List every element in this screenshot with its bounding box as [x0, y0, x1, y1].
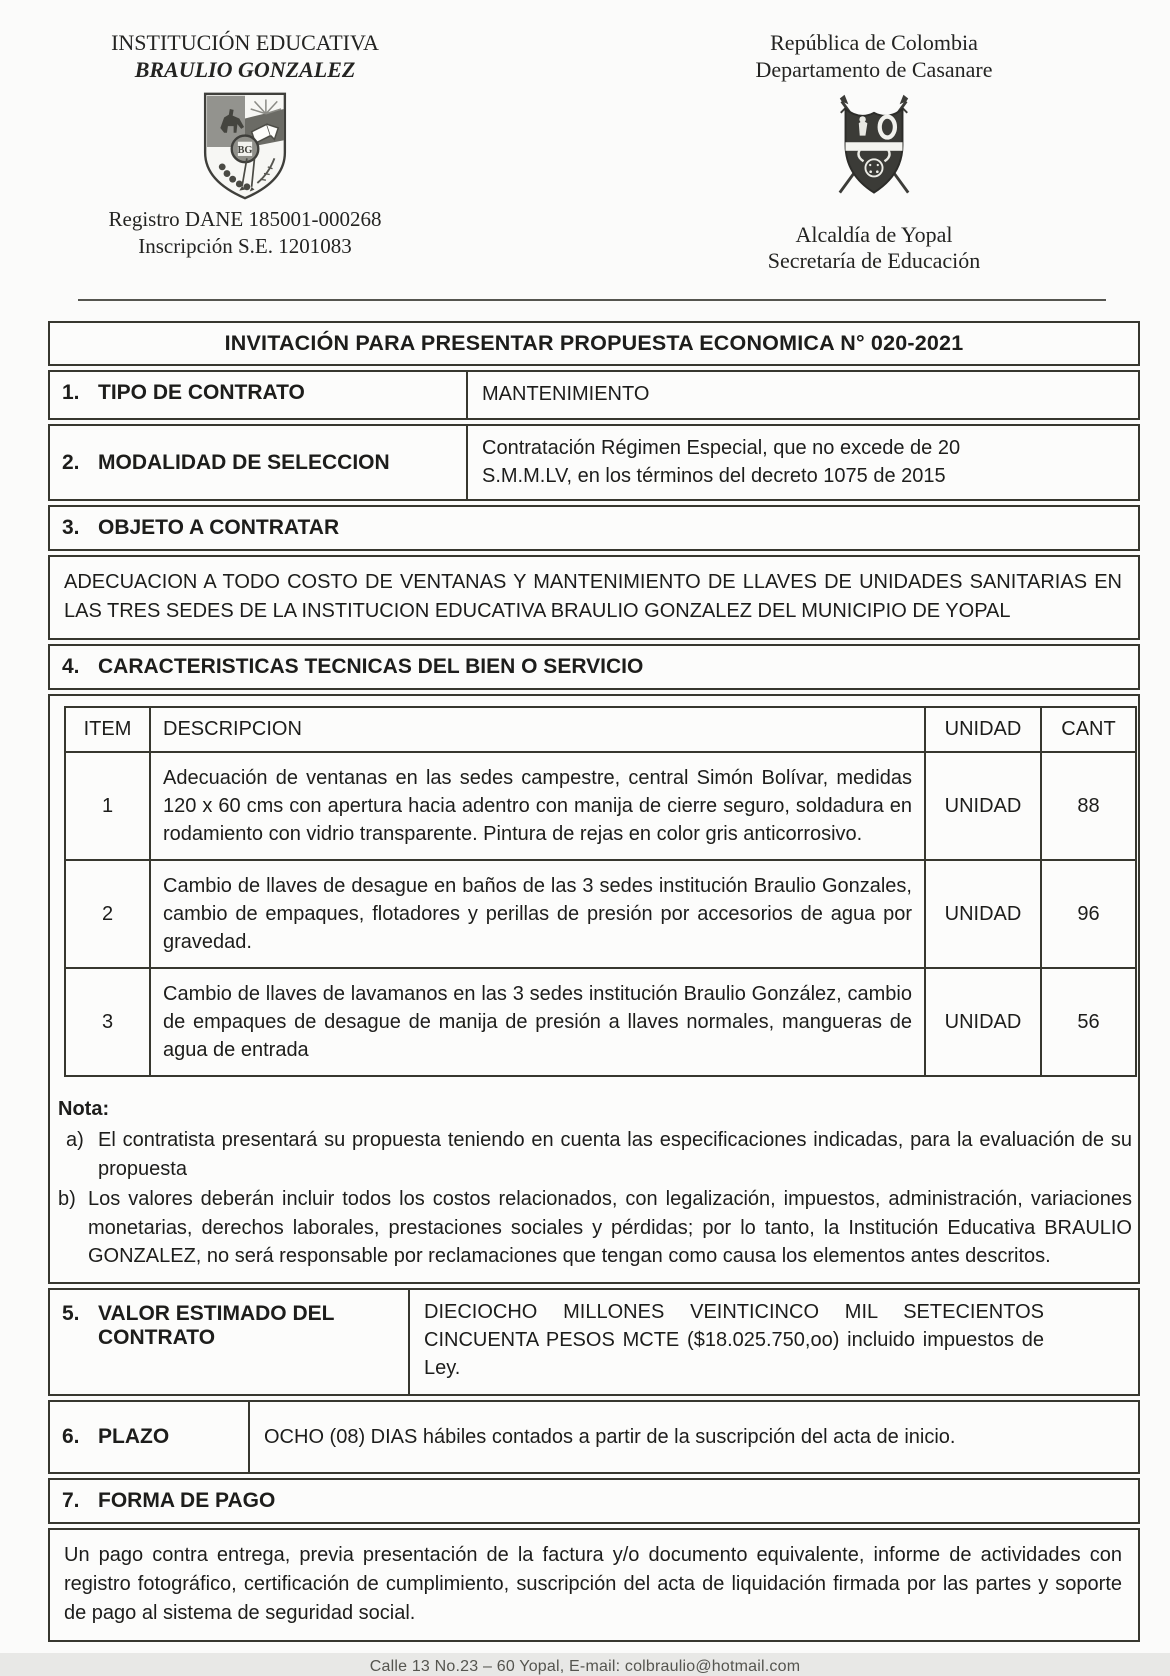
table-row — [65, 752, 1136, 860]
section-number: 6. — [62, 1425, 80, 1449]
section-plazo — [48, 1400, 1140, 1474]
section-plazo-label — [50, 1402, 250, 1472]
inscripcion-se: Inscripción S.E. 1201083 — [138, 233, 352, 258]
item-description: Cambio de llaves de lavamanos en las 3 sedes institución Braulio González, cambio de empaques de desague de manija de presión a llaves normales, mangueras de agua de entrada — [150, 968, 925, 1076]
section-tipo-label — [50, 372, 468, 418]
letterhead-right — [674, 30, 1074, 275]
column-header-unidad: UNIDAD — [925, 707, 1041, 752]
nota-block — [58, 1095, 1132, 1270]
section-valor-label — [50, 1290, 410, 1394]
column-header-descripcion: DESCRIPCION — [150, 707, 925, 752]
section-label: CARACTERISTICAS TECNICAS DEL BIEN O SERVICIO — [98, 655, 644, 679]
item-number: 1 — [65, 752, 150, 860]
section-objeto-text: ADECUACION A TODO COSTO DE VENTANAS Y MANTENIMIENTO DE LLAVES DE UNIDADES SANITARIAS EN LAS TRES SEDES DE LA INSTITUCION EDUCATIVA BRAULIO GONZALEZ DEL MUNICIPIO DE YOPAL — [48, 555, 1140, 640]
nota-item-b — [58, 1185, 1132, 1270]
country-name: República de Colombia — [770, 30, 978, 55]
nota-item-marker: b) — [58, 1188, 76, 1211]
item-quantity: 96 — [1041, 860, 1136, 968]
section-number: 5. — [62, 1302, 80, 1326]
table-row — [65, 968, 1136, 1076]
section-valor-value: DIECIOCHO MILLONES VEINTICINCO MIL SETECIENTOS CINCUENTA PESOS MCTE ($18.025.750,oo) incluido impuestos de Ley. — [424, 1301, 1044, 1379]
section-label: FORMA DE PAGO — [98, 1489, 276, 1513]
column-header-cant: CANT — [1041, 707, 1136, 752]
item-quantity: 56 — [1041, 968, 1136, 1076]
section-tipo-contrato — [48, 370, 1140, 420]
items-table-header-row — [65, 707, 1136, 752]
section-label: OBJETO A CONTRATAR — [98, 516, 340, 540]
nota-item-text: Los valores deberán incluir todos los costos relacionados, con legalización, impuestos, administración, variaciones monetarias, derechos laborales, prestaciones sociales y pérdidas; por lo tanto, la Institución Educativa BRAULIO GONZALEZ, no será responsable por reclamaciones que tengan como causa los elementos antes descritos. — [88, 1188, 1132, 1268]
items-table — [64, 706, 1137, 1077]
yopal-coat-of-arms-icon — [796, 90, 952, 204]
table-row — [65, 860, 1136, 968]
section-number: 2. — [62, 450, 80, 474]
nota-item-text: El contratista presentará su propuesta teniendo en cuenta las especificaciones indicadas, para la evaluación de su propuesta — [98, 1129, 1132, 1180]
section-modalidad-value: Contratación Régimen Especial, que no excede de 20 S.M.M.LV, en los términos del decreto 1075 de 2015 — [482, 436, 961, 487]
nota-item-marker: a) — [66, 1129, 84, 1152]
item-description: Cambio de llaves de desague en baños de las 3 sedes institución Braulio Gonzales, cambio de empaques, flotadores y perillas de presión por accesorios de agua por gravedad. — [150, 860, 925, 968]
column-header-item: ITEM — [65, 707, 150, 752]
nota-item-a — [58, 1126, 1132, 1183]
section-modalidad-label — [50, 426, 468, 499]
item-unit: UNIDAD — [925, 860, 1041, 968]
section-label: VALOR ESTIMADO DEL CONTRATO — [98, 1302, 335, 1350]
registro-dane: Registro DANE 185001-000268 — [108, 206, 382, 231]
section-forma-pago-text: Un pago contra entrega, previa presentación de la factura y/o documento equivalente, informe de actividades con registro fotográfico, certificación de cumplimiento, suscripción del acta de liquidación firmada por las partes y soporte de pago al sistema de seguridad social. — [48, 1528, 1140, 1642]
secretaria-name: Secretaría de Educación — [767, 248, 981, 274]
section-plazo-value: OCHO (08) DIAS hábiles contados a partir de la suscripción del acta de inicio. — [264, 1425, 956, 1448]
section-number: 7. — [62, 1489, 80, 1513]
school-name: BRAULIO GONZALEZ — [134, 56, 356, 82]
document-body — [48, 321, 1140, 1642]
item-number: 2 — [65, 860, 150, 968]
section-label: PLAZO — [98, 1425, 170, 1449]
item-unit: UNIDAD — [925, 752, 1041, 860]
item-unit: UNIDAD — [925, 968, 1041, 1076]
section-number: 1. — [62, 381, 80, 405]
section-number: 3. — [62, 516, 80, 540]
section-label: MODALIDAD DE SELECCION — [98, 450, 390, 474]
section-caracteristicas-header — [48, 644, 1140, 690]
section-items-and-nota — [48, 694, 1140, 1284]
nota-title: Nota: — [58, 1098, 110, 1121]
svg-text:BG: BG — [237, 144, 253, 156]
section-valor — [48, 1288, 1140, 1396]
section-label: TIPO DE CONTRATO — [98, 381, 305, 405]
header-divider — [78, 299, 1106, 301]
item-description: Adecuación de ventanas en las sedes campestre, central Simón Bolívar, medidas 120 x 60 cms con apertura hacia adentro con manija de cierre seguro, soldadura en rodamiento con vidrio transparente. Pintura de rejas en color gris anticorrosivo. — [150, 752, 925, 860]
section-objeto-header — [48, 505, 1140, 551]
item-quantity: 88 — [1041, 752, 1136, 860]
letterhead — [0, 0, 1170, 275]
department-name: Departamento de Casanare — [755, 56, 993, 82]
section-modalidad — [48, 424, 1140, 501]
school-crest-icon — [197, 90, 293, 202]
section-number: 4. — [62, 655, 80, 679]
document-title: INVITACIÓN PARA PRESENTAR PROPUESTA ECONOMICA N° 020-2021 — [48, 321, 1140, 366]
letterhead-left — [30, 30, 460, 275]
section-forma-pago-header — [48, 1478, 1140, 1524]
footer-address: Calle 13 No.23 – 60 Yopal, E-mail: colbraulio@hotmail.com — [369, 1658, 801, 1676]
institution-name: INSTITUCIÓN EDUCATIVA — [111, 30, 379, 55]
section-tipo-value: MANTENIMIENTO — [482, 383, 650, 406]
item-number: 3 — [65, 968, 150, 1076]
alcaldia-name: Alcaldía de Yopal — [795, 221, 953, 247]
